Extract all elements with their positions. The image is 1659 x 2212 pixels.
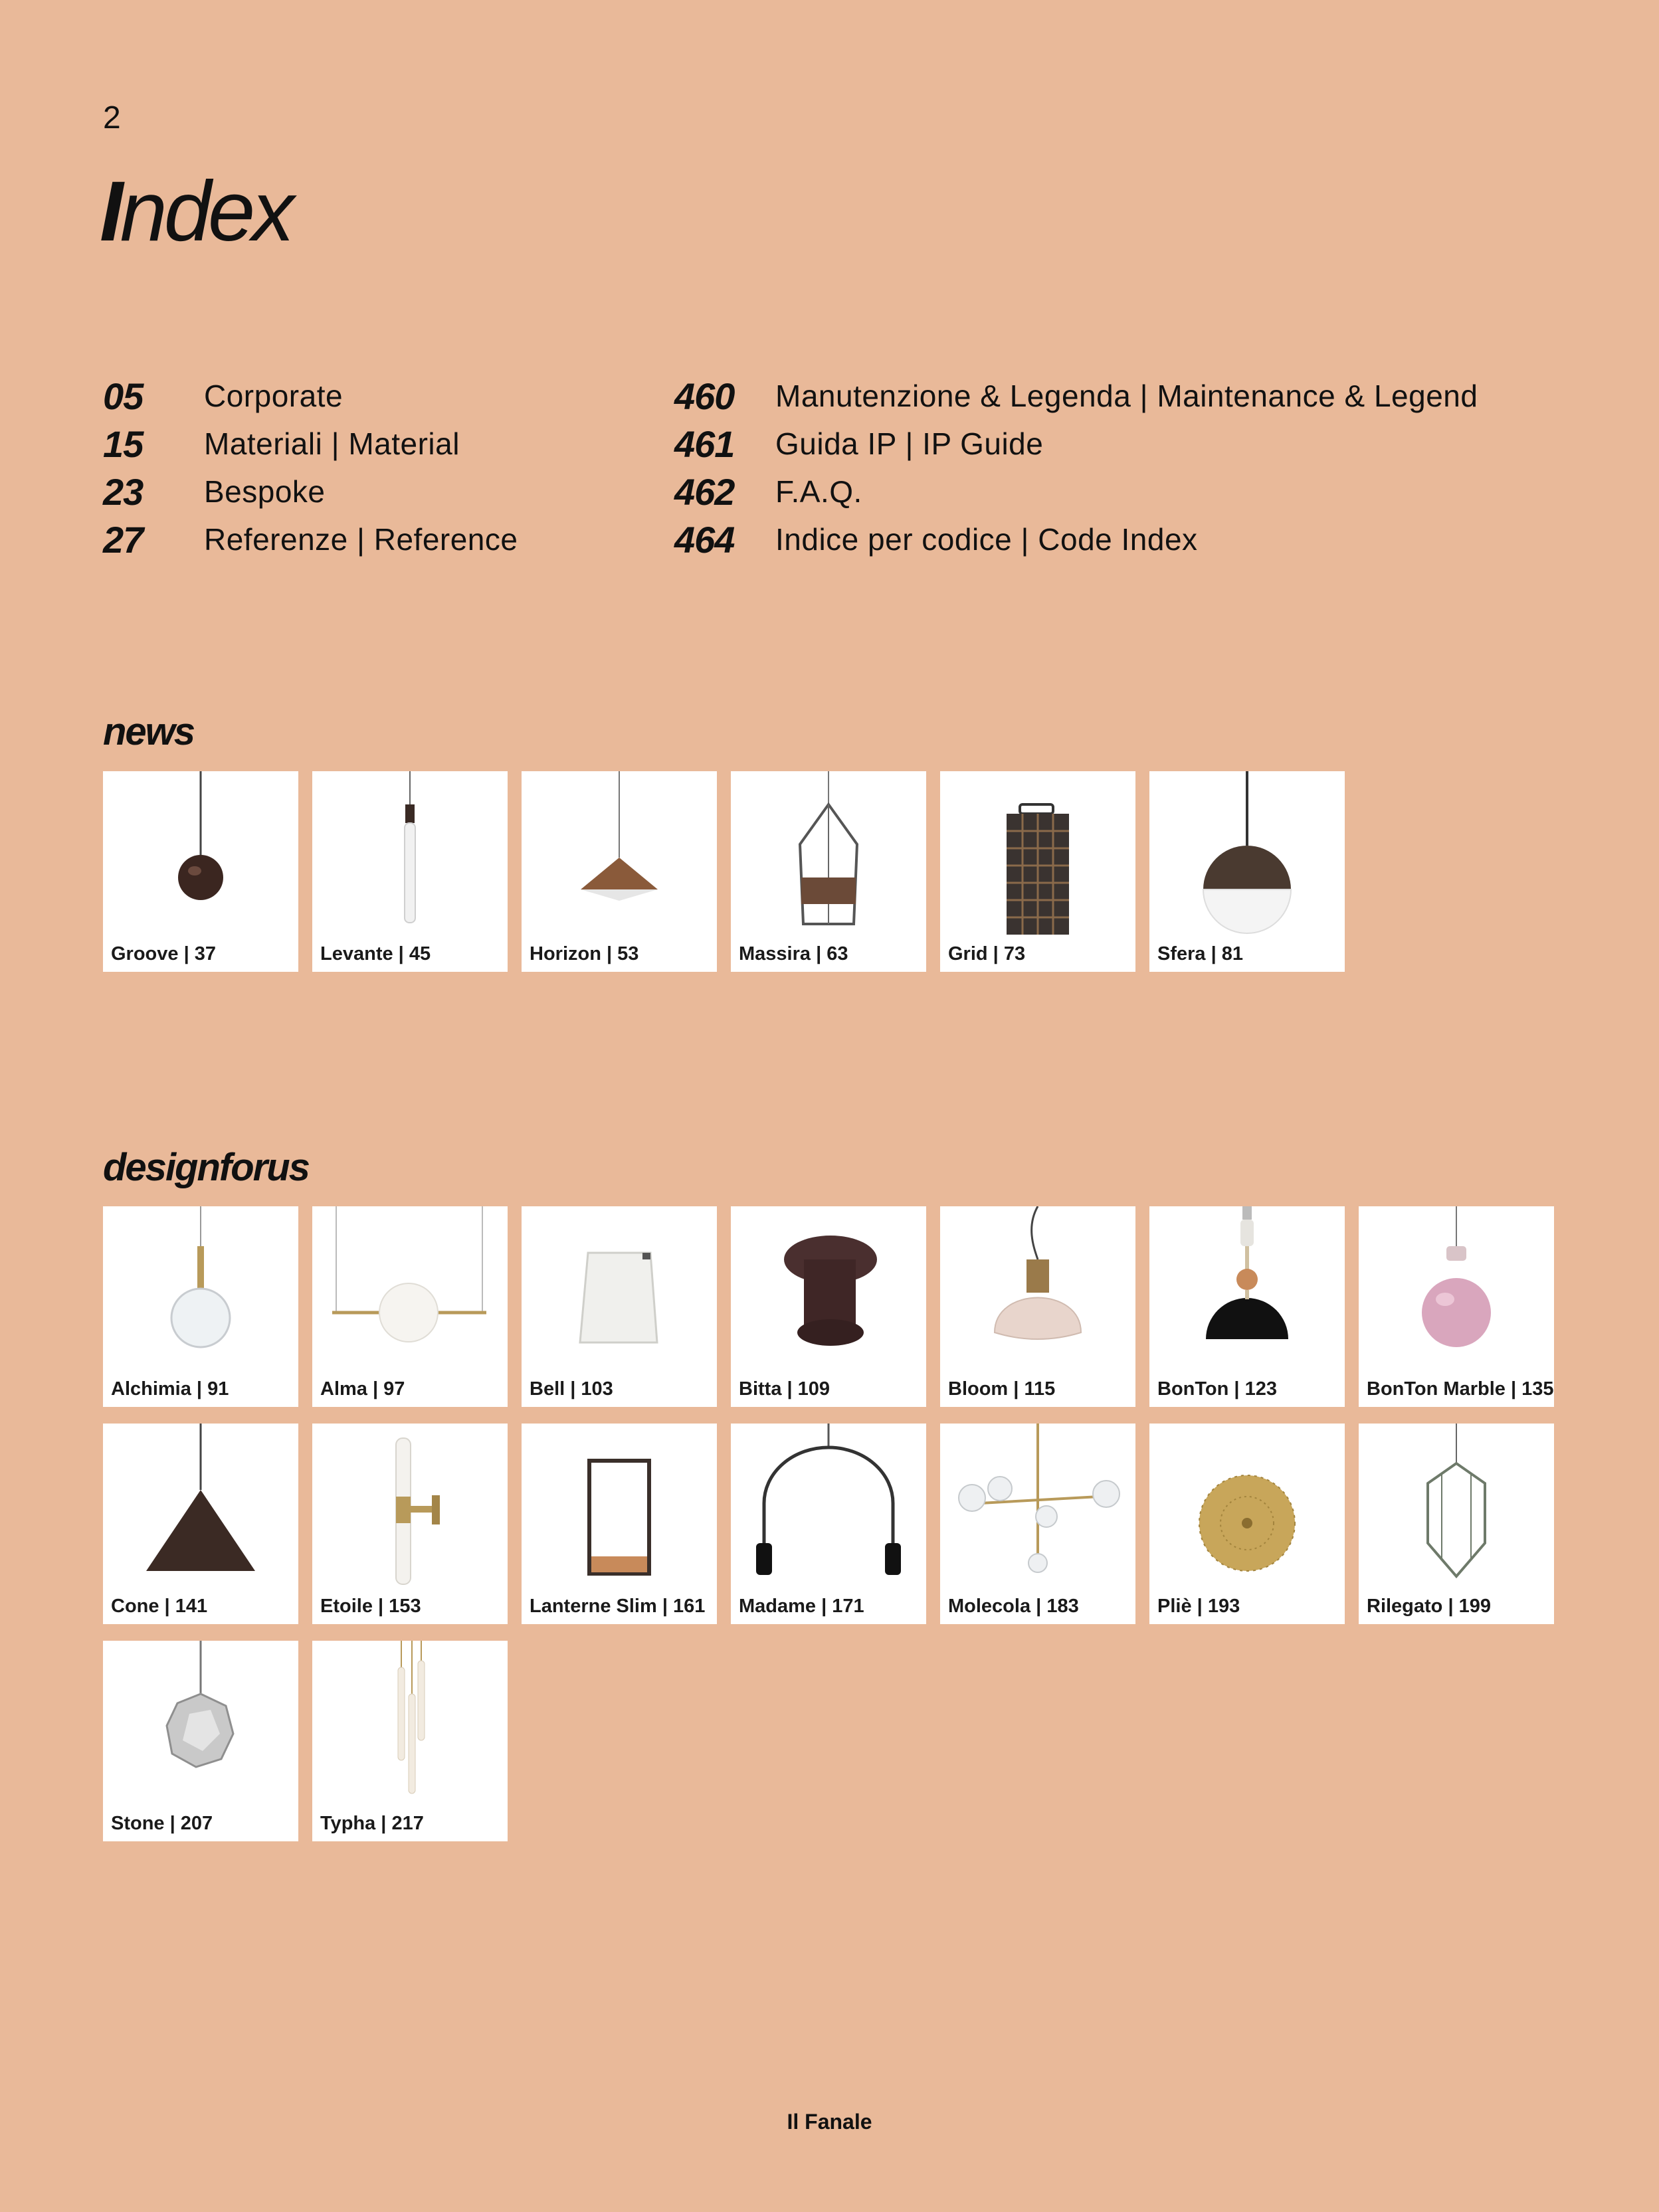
bloom-lamp-icon [940, 1206, 1135, 1407]
toc-page-number: 462 [674, 470, 735, 513]
groove-lamp-icon [103, 771, 298, 972]
toc-label: Indice per codice | Code Index [775, 522, 1198, 557]
toc-label: Corporate [204, 379, 343, 413]
product-label: Massira | 63 [739, 943, 848, 965]
typha-lamp-icon [312, 1641, 508, 1841]
product-tile-typha[interactable] [312, 1641, 508, 1841]
massira-lamp-icon [731, 771, 926, 972]
toc-left-column [103, 372, 518, 563]
product-label: Madame | 171 [739, 1596, 864, 1617]
product-tile-sfera[interactable] [1149, 771, 1345, 972]
product-label: Groove | 37 [111, 943, 217, 965]
bell-lamp-icon [522, 1206, 717, 1407]
product-tile-bonton-marble[interactable] [1359, 1206, 1554, 1407]
product-tile-madame[interactable] [731, 1424, 926, 1624]
product-label: Etoile | 153 [320, 1596, 421, 1617]
page-title-rest: ndex [120, 164, 292, 259]
madame-lamp-icon [731, 1424, 926, 1624]
product-label: Molecola | 183 [948, 1596, 1079, 1617]
toc-page-number: 27 [103, 518, 144, 561]
product-tile-etoile[interactable] [312, 1424, 508, 1624]
product-label: Bloom | 115 [948, 1378, 1056, 1400]
product-label: Pliè | 193 [1157, 1596, 1240, 1617]
product-tile-massira[interactable] [731, 771, 926, 972]
alma-lamp-icon [312, 1206, 508, 1407]
toc-label: Manutenzione & Legenda | Maintenance & Legend [775, 379, 1478, 413]
product-label: Typha | 217 [320, 1813, 424, 1834]
toc-entry[interactable] [674, 420, 1478, 468]
product-label: BonTon | 123 [1157, 1378, 1277, 1400]
sfera-lamp-icon [1149, 771, 1345, 972]
product-label: BonTon Marble | 135 [1367, 1378, 1554, 1400]
cone-lamp-icon [103, 1424, 298, 1624]
product-label: Grid | 73 [948, 943, 1026, 965]
toc-entry[interactable] [674, 468, 1478, 515]
alchimia-lamp-icon [103, 1206, 298, 1407]
bonton-lamp-icon [1149, 1206, 1345, 1407]
product-label: Sfera | 81 [1157, 943, 1244, 965]
toc-entry[interactable] [674, 515, 1478, 563]
product-tile-alma[interactable] [312, 1206, 508, 1407]
toc-entry[interactable] [103, 420, 518, 468]
lanterne-slim-lamp-icon [522, 1424, 717, 1624]
toc-label: F.A.Q. [775, 474, 862, 509]
designforus-section-title: designforus [103, 1146, 309, 1189]
product-label: Stone | 207 [111, 1813, 213, 1834]
toc-right-column [674, 372, 1478, 563]
footer-brand: Il Fanale [787, 2110, 872, 2134]
news-section-title: news [103, 710, 195, 753]
product-tile-bonton[interactable] [1149, 1206, 1345, 1407]
horizon-lamp-icon [522, 771, 717, 972]
product-label: Lanterne Slim | 161 [530, 1596, 706, 1617]
toc-entry[interactable] [674, 372, 1478, 420]
product-label: Cone | 141 [111, 1596, 208, 1617]
plie-lamp-icon [1149, 1424, 1345, 1624]
toc-label: Bespoke [204, 474, 326, 509]
product-label: Alchimia | 91 [111, 1378, 229, 1400]
page-title [100, 163, 291, 260]
toc-page-number: 461 [674, 422, 735, 465]
page-title-initial: I [100, 164, 120, 259]
bonton-marble-lamp-icon [1359, 1206, 1554, 1407]
product-label: Rilegato | 199 [1367, 1596, 1492, 1617]
toc-label: Guida IP | IP Guide [775, 426, 1044, 461]
toc-label: Materiali | Material [204, 426, 460, 461]
levante-lamp-icon [312, 771, 508, 972]
page-number: 2 [103, 100, 121, 136]
product-tile-bitta[interactable] [731, 1206, 926, 1407]
product-tile-horizon[interactable] [522, 771, 717, 972]
product-tile-lanterne-slim[interactable] [522, 1424, 717, 1624]
product-tile-alchimia[interactable] [103, 1206, 298, 1407]
toc-entry[interactable] [103, 515, 518, 563]
product-tile-molecola[interactable] [940, 1424, 1135, 1624]
stone-lamp-icon [103, 1641, 298, 1841]
product-tile-cone[interactable] [103, 1424, 298, 1624]
product-label: Alma | 97 [320, 1378, 405, 1400]
product-tile-plie[interactable] [1149, 1424, 1345, 1624]
toc-page-number: 464 [674, 518, 735, 561]
product-tile-groove[interactable] [103, 771, 298, 972]
product-label: Bitta | 109 [739, 1378, 830, 1400]
product-tile-levante[interactable] [312, 771, 508, 972]
etoile-lamp-icon [312, 1424, 508, 1624]
bitta-lamp-icon [731, 1206, 926, 1407]
toc-page-number: 23 [103, 470, 144, 513]
product-label: Horizon | 53 [530, 943, 639, 965]
grid-lamp-icon [940, 771, 1135, 972]
toc-entry[interactable] [103, 468, 518, 515]
product-tile-rilegato[interactable] [1359, 1424, 1554, 1624]
product-tile-bloom[interactable] [940, 1206, 1135, 1407]
toc-page-number: 460 [674, 375, 735, 417]
rilegato-lamp-icon [1359, 1424, 1554, 1624]
product-label: Levante | 45 [320, 943, 431, 965]
product-tile-bell[interactable] [522, 1206, 717, 1407]
product-label: Bell | 103 [530, 1378, 613, 1400]
toc-page-number: 05 [103, 375, 144, 417]
toc-entry[interactable] [103, 372, 518, 420]
molecola-lamp-icon [940, 1424, 1135, 1624]
product-tile-grid[interactable] [940, 771, 1135, 972]
toc-page-number: 15 [103, 422, 144, 465]
product-tile-stone[interactable] [103, 1641, 298, 1841]
toc-label: Referenze | Reference [204, 522, 518, 557]
